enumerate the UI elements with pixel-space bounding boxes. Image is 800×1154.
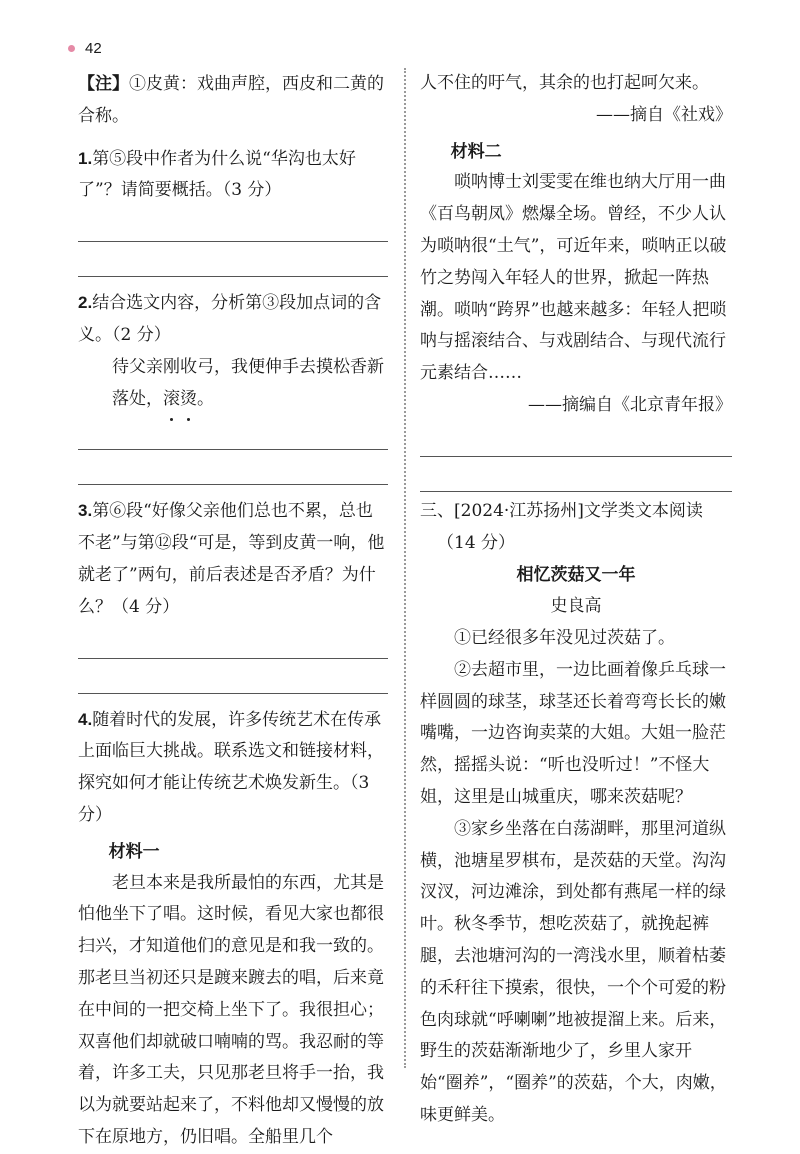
bullet-dot-icon <box>68 45 75 52</box>
answer-line[interactable] <box>78 659 388 694</box>
question-number: 4. <box>78 709 93 729</box>
column-divider <box>404 68 406 1068</box>
question-text: 第⑥段“好像父亲他们总也不累，总也不老”与第⑫段“可是，等到皮黄一响，他就老了”两句，前后表述是否矛盾？为什么？（4 分） <box>78 501 385 617</box>
answer-line[interactable] <box>420 422 732 457</box>
material-1-continued: 人不住的吁气，其余的也打起呵欠来。 <box>420 73 709 93</box>
paragraph-1: ①已经很多年没见过茨菇了。 <box>454 627 675 648</box>
emphasis-char: 烫 <box>180 384 197 416</box>
question-4 <box>78 704 388 1154</box>
right-column <box>420 68 732 1132</box>
material-1-source: ——摘自《社戏》 <box>596 104 732 125</box>
material-1-text: 老旦本来是我所最怕的东西，尤其是怕他坐下了唱。这时候，看见大家也都很扫兴，才知道他们的意见是和我一致的。那老旦当初还只是踱来踱去的唱，后来竟在中间的一把交椅上坐下了。我很担心；双喜他们却就破口喃喃的骂。我忍耐的等着，许多工夫，只见那老旦将手一抬，我以为就要站起来了，不料他却又慢慢的放下在原地方，仍旧唱。全船里几个 <box>78 872 384 1147</box>
quoted-sentence <box>78 352 388 416</box>
left-column <box>78 68 388 1154</box>
answer-line[interactable] <box>78 415 388 450</box>
question-text: 随着时代的发展，许多传统艺术在传承上面临巨大挑战。联系选文和链接材料，探究如何才能让传统艺术焕发新生。（3 分） <box>78 709 384 825</box>
quote-text: 。 <box>197 388 214 409</box>
question-number: 1. <box>78 148 93 168</box>
question-2 <box>78 287 388 485</box>
question-text: 结合选文内容，分析第③段加点词的含义。（2 分） <box>78 293 382 345</box>
answer-line[interactable] <box>78 242 388 277</box>
page-number: 42 <box>85 40 102 57</box>
note-text: ①皮黄：戏曲声腔，西皮和二黄的合称。 <box>78 74 384 126</box>
page-header <box>68 40 102 57</box>
answer-line[interactable] <box>78 450 388 485</box>
question-1 <box>78 143 388 278</box>
article-author: 史良高 <box>550 596 602 617</box>
paragraph-2: ②去超市里，一边比画着像乒乓球一样圆圆的球茎，球茎还长着弯弯长长的嫩嘴嘴，一边咨询卖菜的大姐。大姐一脸茫然，摇摇头说：“听也没听过！”不怪大姐，这里是山城重庆，哪来茨菇呢？ <box>420 659 726 807</box>
answer-line[interactable] <box>78 207 388 242</box>
material-2-title: 材料二 <box>450 141 502 161</box>
material-2-source: ——摘编自《北京青年报》 <box>528 394 732 415</box>
material-1-title: 材料一 <box>108 841 160 861</box>
quote-text: 待父亲刚收弓，我便伸手去摸松香新落处， <box>112 356 384 409</box>
emphasis-char: 滚 <box>163 384 180 416</box>
article-title: 相忆茨菇又一年 <box>516 565 636 585</box>
question-number: 2. <box>78 293 93 313</box>
question-3 <box>78 495 388 693</box>
answer-line[interactable] <box>420 457 732 492</box>
question-number: 3. <box>78 501 93 521</box>
section-heading: 三、[2024·江苏扬州]文学类文本阅读 <box>420 500 703 521</box>
material-2-text: 唢呐博士刘雯雯在维也纳大厅用一曲《百鸟朝凤》燃爆全场。曾经，不少人认为唢呐很“土气”，可近年来，唢呐正以破竹之势闯入年轻人的世界，掀起一阵热潮。唢呐“跨界”也越来越多：年轻人把唢呐与摇滚结合、与戏剧结合、与现代流行元素结合…… <box>420 172 727 384</box>
question-text: 第⑤段中作者为什么说“华沟也太好了”？请简要概括。（3 分） <box>78 148 356 201</box>
paragraph-3: ③家乡坐落在白荡湖畔，那里河道纵横，池塘星罗棋布，是茨菇的天堂。沟沟汊汊，河边滩涂，到处都有燕尾一样的绿叶。秋冬季节，想吃茨菇了，就挽起裤腿，去池塘河沟的一湾浅水里，顺着枯萎的禾秆往下摸索，很快，一个个可爱的粉色肉球就“呼喇喇”地被提溜上来。后来，野生的茨菇渐渐地少了，乡里人家开始“圈养”，“圈养”的茨菇，个大，肉嫩，味更鲜美。 <box>420 818 727 1125</box>
note-label: 【注】 <box>78 74 129 93</box>
section-score: （14 分） <box>437 532 516 553</box>
note <box>78 68 388 133</box>
answer-line[interactable] <box>78 624 388 659</box>
